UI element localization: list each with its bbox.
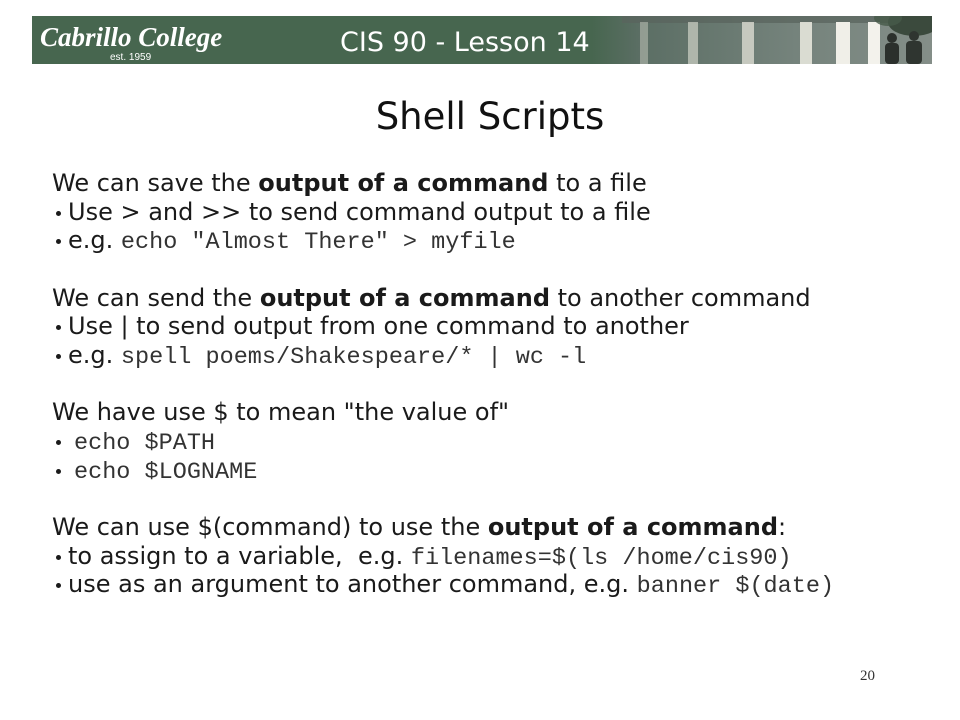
bullet-icon [56,354,61,359]
section-heading [52,169,932,198]
heading-emphasis: output of a command [258,169,549,197]
slide-body [52,169,932,599]
bullet-icon [56,469,61,474]
bullet-text: to assign to a variable, e.g. [68,541,411,570]
bullet-item [52,198,932,227]
bullet-icon [56,555,61,560]
slide-title: Shell Scripts [375,95,605,138]
code-snippet: echo $LOGNAME [74,458,258,486]
heading-text: We have use $ to mean "the value of" [52,398,510,427]
bullet-text: e.g. [68,340,121,369]
code-snippet: echo $PATH [74,429,216,457]
heading-text: We can save the [52,169,259,197]
section-save-output [52,169,932,255]
code-snippet: filenames=$(ls /home/cis90) [410,544,792,572]
code-snippet: echo "Almost There" > myfile [120,229,516,257]
bullet-item [52,542,932,571]
bullet-item [52,456,932,485]
bullet-icon [56,239,61,244]
bullet-icon [56,211,61,216]
section-heading [52,398,932,427]
heading-text: We can send the [52,283,260,312]
code-snippet: spell poems/Shakespeare/* | wc -l [120,343,587,371]
bullet-text: e.g. [68,226,121,255]
heading-text: to a file [548,169,647,197]
heading-text: We can use $(command) to use the [52,512,488,541]
heading-text: : [778,512,787,541]
bullet-text: use as an argument to another command, e.g. [68,570,637,599]
bullet-item [52,427,932,456]
section-heading [52,284,932,313]
page-number: 20 [860,668,875,684]
section-variable-value [52,398,932,484]
section-pipe-output [52,284,932,370]
bullet-icon [56,583,61,588]
logo-wordmark: Cabrillo College [40,22,223,52]
bullet-item [52,341,932,370]
bullet-item [52,570,932,599]
bullet-icon [56,325,61,330]
bullet-item [52,226,932,255]
bullet-text: Use | to send output from one command to another [68,312,689,341]
section-heading [52,513,932,542]
logo-established: est. 1959 [110,52,152,63]
heading-text: to another command [550,283,811,312]
heading-emphasis: output of a command [259,283,550,312]
code-snippet: banner $(date) [636,573,835,601]
bullet-icon [56,440,61,445]
college-logo [32,16,262,64]
header-banner [32,16,932,64]
bullet-item [52,312,932,341]
bullet-text: Use > and >> to send command output to a file [68,197,651,226]
campus-photo [592,16,932,64]
course-title: CIS 90 - Lesson 14 [340,27,590,58]
heading-emphasis: output of a command [487,512,779,541]
section-command-substitution [52,513,932,599]
